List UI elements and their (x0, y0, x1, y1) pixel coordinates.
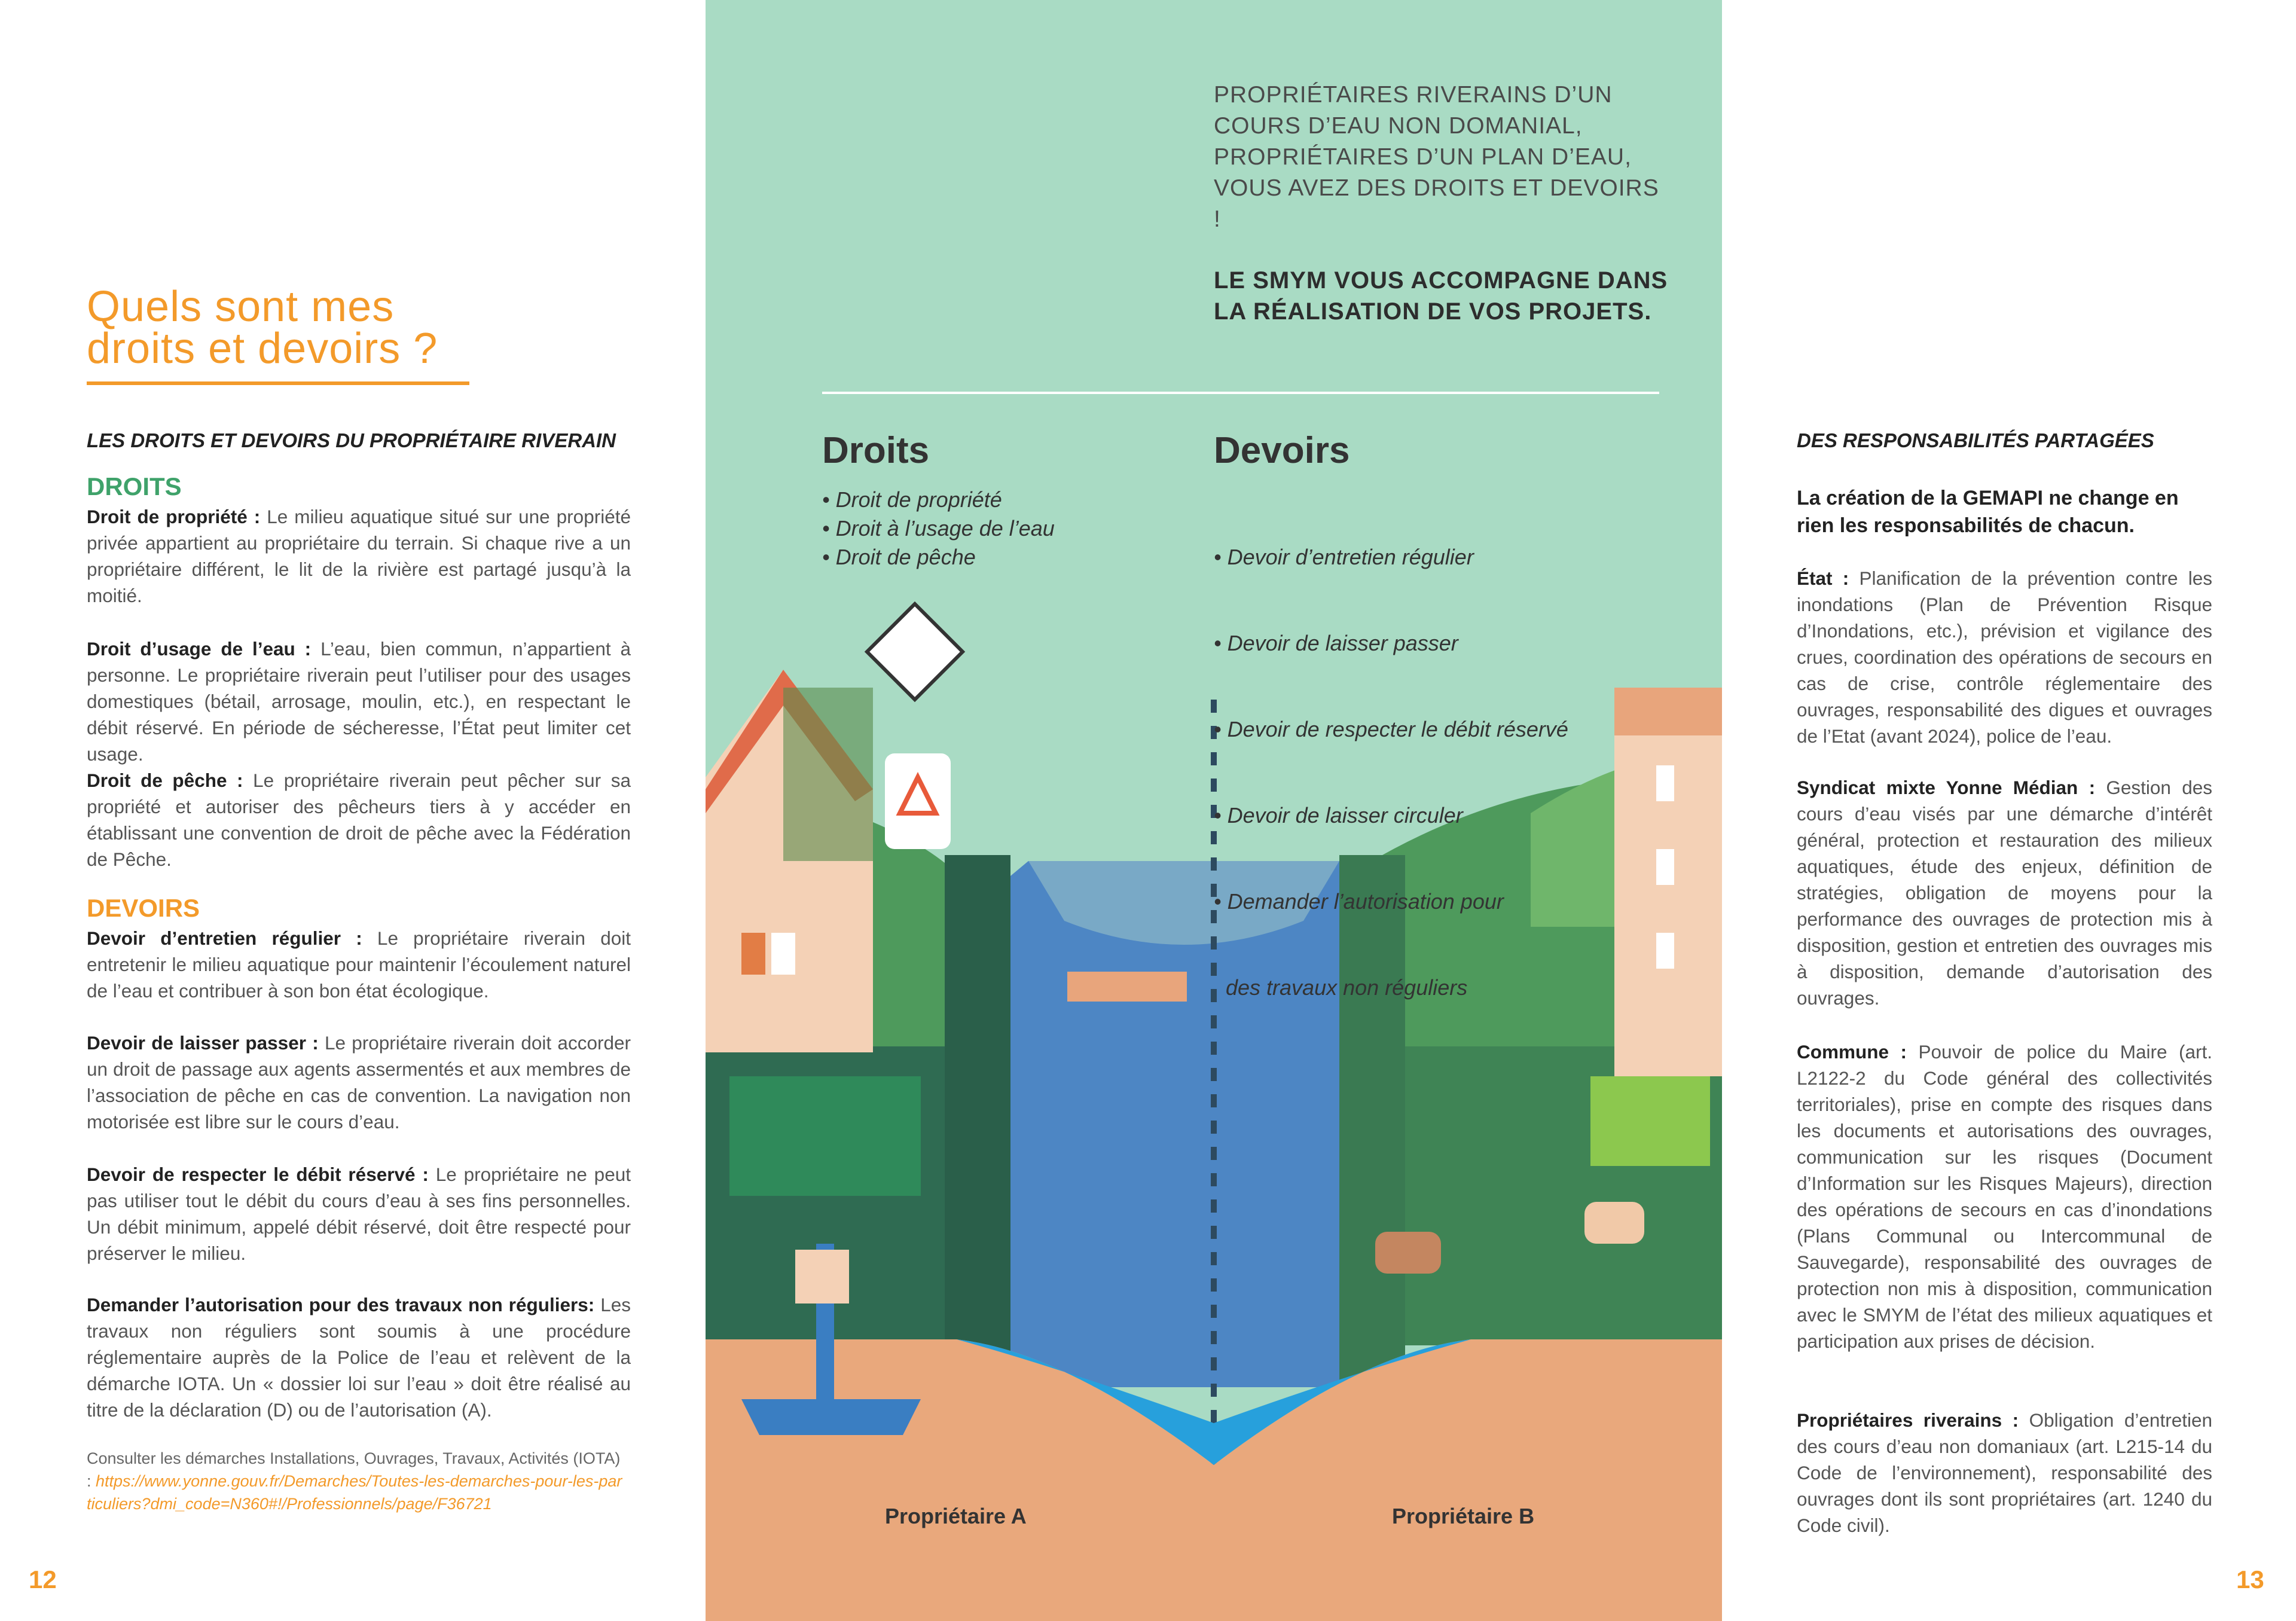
left-page (0, 0, 706, 1621)
list-item: • Droit de pêche (822, 545, 976, 569)
intro-text: PROPRIÉTAIRES RIVERAINS D’UN COURS D’EAU NON DOMANIAL, PROPRIÉTAIRES D’UN PLAN D’EAU, VOUS AVEZ DES DROITS ET DEVOIRS ! (1214, 82, 1659, 232)
water-tank (741, 1399, 921, 1435)
devoir-debit-paragraph: Devoir de respecter le débit réservé : Le propriétaire ne peut pas utiliser tout le débit du cours d’eau à ses fins personnelles. Un débit minimum, appelé débit réservé, doit être respecté pour préserver le milieu. (87, 1164, 631, 1264)
iota-note: Consulter les démarches Installations, Ouvrages, Travaux, Activités (IOTA) : https://www.yonne.gouv.fr/Demarches/Toutes-les-demarches-pour-les-particuliers?dmi_code=N360#!/Professionnels/page/F36721 (87, 1449, 622, 1513)
droit-peche-paragraph: Droit de pêche : Le propriétaire riverain peut pêcher sur sa propriété et autoriser des pêcheurs tiers à y accéder en établissant une convention de droit de pêche avec la Fédération de Pêche. (87, 770, 631, 870)
illustration-panel (706, 0, 1722, 1621)
intro-bold-text: LE SMYM VOUS ACCOMPAGNE DANS LA RÉALISATION DE VOS PROJETS. (1214, 267, 1668, 325)
field-right (1590, 1076, 1710, 1166)
section-heading: LES DROITS ET DEVOIRS DU PROPRIÉTAIRE RIVERAIN (87, 429, 616, 451)
owner-a-label: Propriétaire A (885, 1504, 1027, 1528)
well-head (795, 1250, 849, 1303)
building-top (1614, 688, 1722, 735)
proprietaires-paragraph: Propriétaires riverains : Obligation d’entretien des cours d’eau non domaniaux (art. L215-14 du Code de l’environnement), responsabilité des ouvrages dont ils sont propriétaires (art. 1240 du Code civil). (1797, 1409, 2212, 1536)
list-item: • Demander l’autorisation pour (1214, 889, 1504, 914)
building-window-2 (1656, 849, 1674, 885)
list-item: • Droit à l’usage de l’eau (822, 516, 1055, 541)
horse-right (1584, 1202, 1644, 1244)
iota-link[interactable]: https://www.yonne.gouv.fr/Demarches/Toutes-les-demarches-pour-les-particuliers?dmi_code=N360#!/Professionnels/page/F36721 (87, 1472, 622, 1513)
building-window-1 (1656, 765, 1674, 801)
chemical-can (885, 753, 951, 849)
owner-b-label: Propriétaire B (1392, 1504, 1535, 1528)
vine-wall (783, 688, 873, 861)
building-window-3 (1656, 933, 1674, 969)
title-underline (87, 381, 469, 385)
gemapi-intro: La création de la GEMAPI ne change en rien les responsabilités de chacun. (1797, 487, 2179, 537)
divider-line (822, 392, 1659, 394)
page-title: Quels sont mes droits et devoirs ? (87, 283, 438, 373)
devoir-entretien-paragraph: Devoir d’entretien régulier : Le propriétaire riverain doit entretenir le milieu aquatique pour maintenir l’écoulement naturel de l’eau et contribuer à son bon état écologique. (87, 927, 631, 1002)
house-window (741, 933, 765, 975)
droit-usage-paragraph: Droit d’usage de l’eau : L’eau, bien commun, n’appartient à personne. Le propriétaire riverain peut l’utiliser pour des usages domestiques (bétail, arrosage, moulin, etc.), en respectant le débit réservé. En période de sécheresse, l’État peut limiter cet usage. (87, 638, 631, 765)
etat-paragraph: État : Planification de la prévention contre les inondations (Plan de Prévention Risque d’Inondations, etc.), prévision et vigilance des crues, coordination des opérations de secours en cas de crise, contrôle réglementaire des ouvrages, responsabilité des digues et ouvrages de l’Etat (avant 2024), police de l’eau. (1797, 567, 2213, 747)
droits-heading: DROITS (87, 472, 182, 500)
syndicat-paragraph: Syndicat mixte Yonne Médian : Gestion des cours d’eau visés par une démarche d’intérêt général, protection et restauration des milieux aquatiques, étude des enjeux, définition de stratégies, obligation de moyens pour la performance des ouvrages de protection mis à disposition, gestion et entretien des ouvrages mis à disposition, demande d’autorisation des ouvrages. (1797, 777, 2212, 1009)
house-window-2 (771, 933, 795, 975)
left-bank (945, 855, 1010, 1393)
demande-autorisation-paragraph: Demander l’autorisation pour des travaux non réguliers: Les travaux non réguliers sont soumis à une procédure réglementaire auprès de la Police de l’eau et relèvent de la démarche IOTA. Un « dossier loi sur l’eau » doit être réalisé au titre de la déclaration (D) ou de l’autorisation (A). (87, 1294, 631, 1421)
devoir-passer-paragraph: Devoir de laisser passer : Le propriétaire riverain doit accorder un droit de passage aux agents assermentés et aux membres de l’association de pêche en cas de convention. La navigation non motorisée est libre sur le cours d’eau. (87, 1032, 631, 1132)
devoirs-list (1214, 486, 1568, 1060)
list-item: • Droit de propriété (822, 487, 1002, 512)
devoirs-heading: DEVOIRS (87, 894, 200, 922)
droits-list (822, 486, 1055, 572)
field-left (729, 1076, 921, 1196)
list-item: • Devoir de laisser circuler (1214, 803, 1463, 828)
page-number-right: 13 (2236, 1565, 2264, 1593)
boat (1067, 972, 1187, 1002)
commune-paragraph: Commune : Pouvoir de police du Maire (art. L2122-2 du Code général des collectivités territoriales), prise en compte des risques dans les documents et autorisations des ouvrages, communication sur les risques (Document d’Information sur les Risques Majeurs), direction des opérations de secours en cas d’inondations (Plans Communal ou Intercommunal de Sauvegarde), responsabilité des ouvrages de protection non mis à disposition, communication avec le SMYM de l’état des milieux aquatiques et participation aux prises de décision. (1797, 1041, 2213, 1352)
page-number-left: 12 (29, 1565, 57, 1593)
droits-title: Droits (822, 430, 930, 471)
responsabilites-heading: DES RESPONSABILITÉS PARTAGÉES (1797, 429, 2154, 451)
list-item: des travaux non réguliers (1214, 975, 1468, 1000)
hazard-sign (867, 604, 963, 700)
list-item: • Devoir de respecter le débit réservé (1214, 717, 1568, 741)
devoirs-title: Devoirs (1214, 430, 1350, 471)
droit-propriete-paragraph: Droit de propriété : Le milieu aquatique situé sur une propriété privée appartient au propriétaire du terrain. Si chaque rive a un propriétaire différent, le lit de la rivière est partagé jusqu’à la moitié. (87, 506, 631, 606)
list-item: • Devoir d’entretien régulier (1214, 545, 1474, 569)
horse-left (1375, 1232, 1441, 1274)
list-item: • Devoir de laisser passer (1214, 631, 1458, 655)
